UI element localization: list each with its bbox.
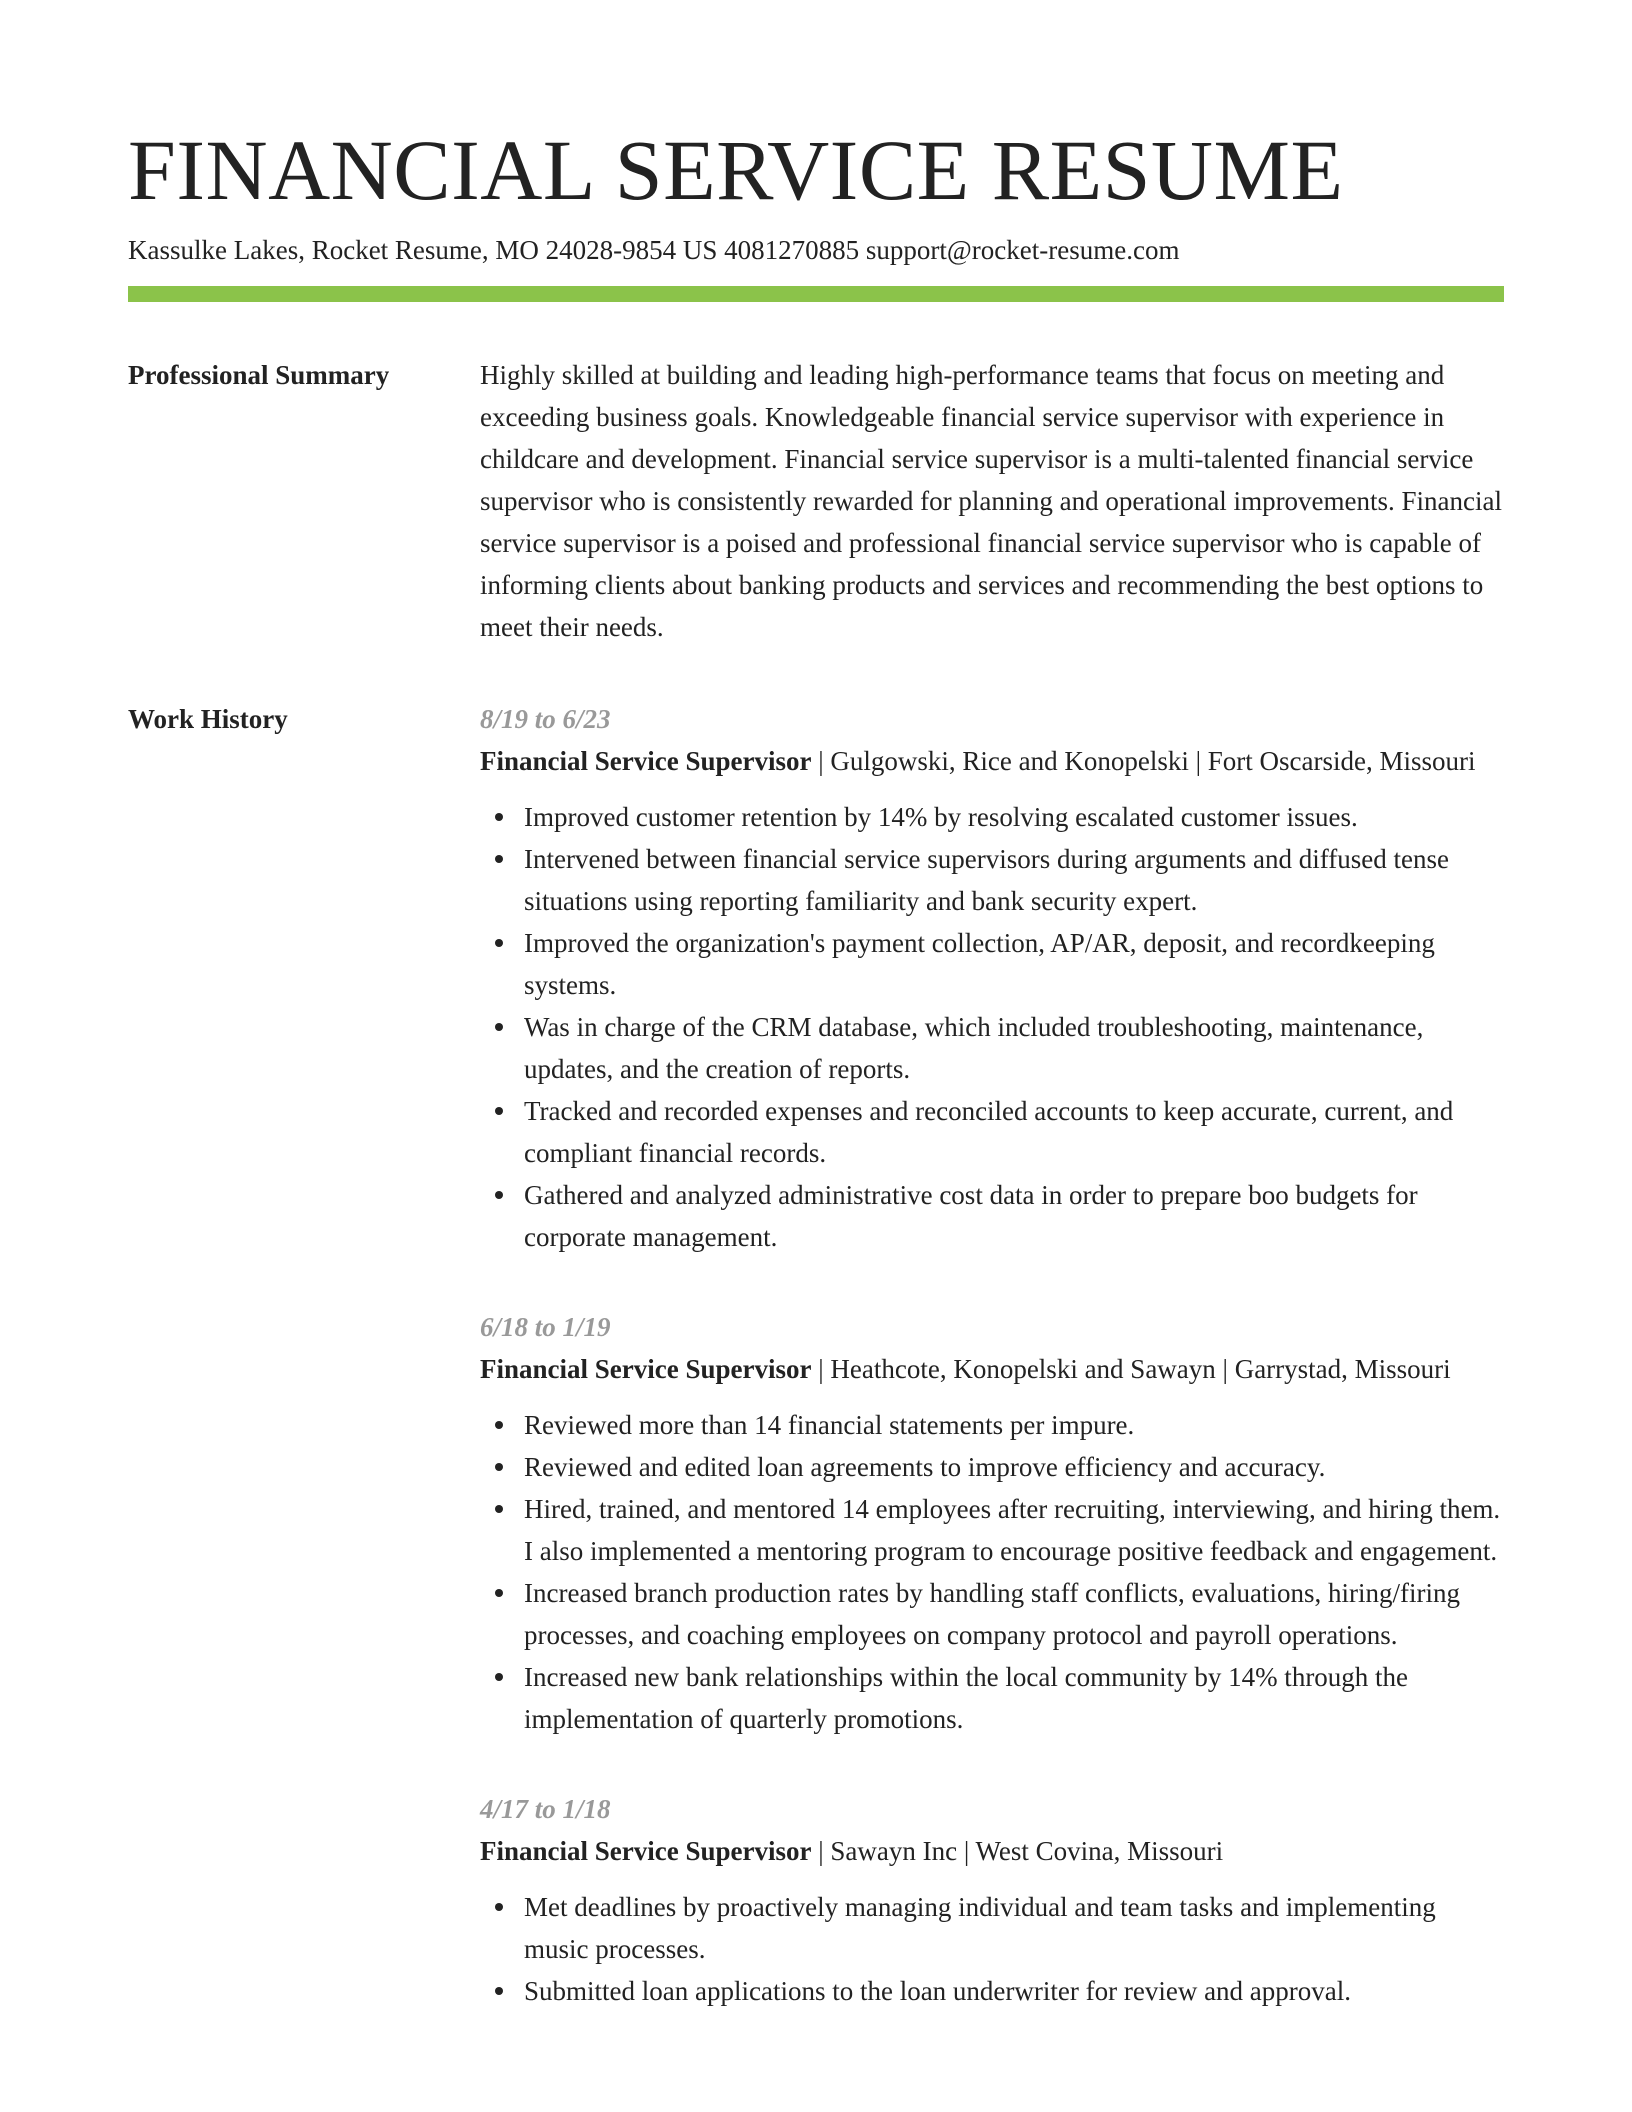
bullet-item: Hired, trained, and mentored 14 employees after recruiting, interviewing, and hiring them. I also implemented a mentoring program to encourage positive feedback and engagement. (524, 1488, 1504, 1572)
job-dates: 4/17 to 1/18 (480, 1794, 611, 1824)
resume-page (128, 120, 1504, 2060)
bullet-item: Was in charge of the CRM database, which included troubleshooting, maintenance, updates, and the creation of reports. (524, 1006, 1504, 1090)
job-bullets (480, 1404, 1504, 1740)
header-divider (128, 286, 1504, 302)
bullet-item: Met deadlines by proactively managing individual and team tasks and implementing music processes. (524, 1886, 1504, 1970)
job-title: Financial Service Supervisor (480, 1354, 812, 1384)
professional-summary-section (128, 354, 1504, 648)
bullet-item: Tracked and recorded expenses and reconciled accounts to keep accurate, current, and compliant financial records. (524, 1090, 1504, 1174)
summary-text: Highly skilled at building and leading high-performance teams that focus on meeting and exceeding business goals. Knowledgeable financial service supervisor with experience in childcare and development. Financial service supervisor is a multi-talented financial service supervisor who is consistently rewarded for planning and operational improvements. Financial service supervisor is a poised and professional financial service supervisor who is capable of informing clients about banking products and services and recommending the best options to meet their needs. (480, 360, 1503, 642)
job-entry (480, 1788, 1504, 2012)
section-label-work-history: Work History (128, 704, 288, 734)
job-heading (480, 740, 1504, 782)
bullet-item: Intervened between financial service supervisors during arguments and diffused tense situations using reporting familiarity and bank security expert. (524, 838, 1504, 922)
job-title: Financial Service Supervisor (480, 746, 812, 776)
job-heading (480, 1348, 1504, 1390)
bullet-item: Reviewed more than 14 financial statements per impure. (524, 1404, 1504, 1446)
job-bullets (480, 796, 1504, 1258)
bullet-item: Reviewed and edited loan agreements to improve efficiency and accuracy. (524, 1446, 1504, 1488)
job-employer-location: | Sawayn Inc | West Covina, Missouri (811, 1836, 1224, 1866)
job-dates: 6/18 to 1/19 (480, 1312, 611, 1342)
section-label-summary: Professional Summary (128, 360, 390, 390)
bullet-item: Increased new bank relationships within the local community by 14% through the implementation of quarterly promotions. (524, 1656, 1504, 1740)
job-bullets (480, 1886, 1504, 2012)
bullet-item: Improved customer retention by 14% by resolving escalated customer issues. (524, 796, 1504, 838)
job-entry (480, 698, 1504, 1258)
job-employer-location: | Heathcote, Konopelski and Sawayn | Garrystad, Missouri (811, 1354, 1451, 1384)
bullet-item: Submitted loan applications to the loan underwriter for review and approval. (524, 1970, 1504, 2012)
job-dates: 8/19 to 6/23 (480, 704, 611, 734)
work-history-section (128, 698, 1504, 2060)
job-title: Financial Service Supervisor (480, 1836, 812, 1866)
job-entry (480, 1306, 1504, 1740)
job-heading (480, 1830, 1504, 1872)
bullet-item: Gathered and analyzed administrative cost data in order to prepare boo budgets for corporate management. (524, 1174, 1504, 1258)
bullet-item: Increased branch production rates by handling staff conflicts, evaluations, hiring/firing processes, and coaching employees on company protocol and payroll operations. (524, 1572, 1504, 1656)
resume-title: FINANCIAL SERVICE RESUME (128, 122, 1344, 218)
job-employer-location: | Gulgowski, Rice and Konopelski | Fort Oscarside, Missouri (811, 746, 1476, 776)
contact-line: Kassulke Lakes, Rocket Resume, MO 24028-9854 US 4081270885 support@rocket-resume.com (128, 235, 1180, 265)
work-history-list (480, 698, 1504, 2060)
bullet-item: Improved the organization's payment collection, AP/AR, deposit, and recordkeeping systems. (524, 922, 1504, 1006)
